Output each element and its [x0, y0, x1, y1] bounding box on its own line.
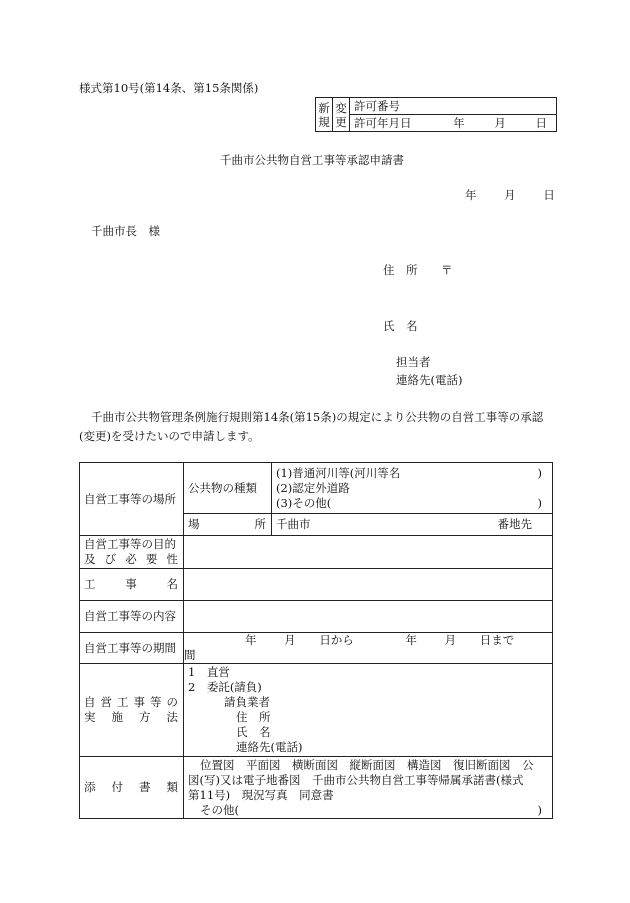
attachments-label: 添付書類 — [84, 780, 178, 794]
applicant-address-label: 住 所 — [383, 263, 418, 277]
contractor-name-label: 氏 名 — [236, 725, 271, 739]
period-to: 日まで — [479, 633, 515, 647]
purpose-value-cell — [184, 536, 553, 569]
place-suffix: 番地先 — [497, 517, 532, 531]
date-day: 日 — [543, 188, 555, 202]
period-year-2: 年 — [405, 633, 417, 647]
permit-year: 年 — [453, 116, 465, 130]
method-contract: 2 委託(請負) — [188, 680, 262, 694]
work-name-label-cell — [80, 569, 184, 601]
content-label-cell — [80, 601, 184, 633]
place-city: 千曲市 — [276, 517, 311, 531]
form-number: 様式第10号(第14条、第15条関係) — [79, 81, 259, 95]
permit-number-cell — [350, 98, 557, 115]
public-type-options-cell — [272, 463, 553, 514]
attachments-value-cell — [184, 757, 553, 819]
purpose-label-1: 自営工事等の目的 — [84, 537, 176, 551]
method-label-cell — [80, 664, 184, 757]
period-value-cell — [184, 633, 553, 664]
location-label-cell — [80, 463, 184, 536]
person-in-charge-label: 担当者 — [396, 355, 431, 369]
attachments-label-cell — [80, 757, 184, 819]
type-option-3: (3)その他( ) — [276, 495, 542, 510]
contractor-label: 請負業者 — [224, 695, 270, 709]
contractor-contact-label: 連絡先(電話) — [236, 740, 303, 754]
method-label-1: 自営工事等の — [84, 695, 178, 709]
change-cell — [333, 98, 350, 132]
addressee: 千曲市長 様 — [91, 224, 160, 238]
purpose-label-cell — [80, 536, 184, 569]
attachments-other: その他( ) — [200, 802, 542, 817]
permit-date-cell — [350, 115, 557, 132]
applicant-name-label: 氏 名 — [383, 319, 418, 333]
content-label: 自営工事等の内容 — [84, 609, 176, 623]
document-title: 千曲市公共物自営工事等承認申請書 — [220, 153, 404, 167]
new-cell — [316, 98, 333, 132]
permit-number-label: 許可番号 — [354, 99, 400, 113]
contractor-address-label: 住 所 — [236, 710, 271, 724]
place-value-cell — [272, 514, 553, 536]
type-option-1: (1)普通河川等(河川等名 ) — [276, 465, 542, 480]
attachments-line-1: 位置図 平面図 横断面図 縦断面図 構造図 復旧断面図 公 — [200, 757, 534, 772]
date-year: 年 — [465, 188, 477, 202]
contact-phone-label: 連絡先(電話) — [396, 373, 463, 387]
application-table — [79, 462, 553, 819]
change-label: 変更 — [335, 100, 347, 129]
method-direct: 1 直営 — [188, 665, 230, 679]
purpose-label-2: 及び必要性 — [84, 552, 178, 566]
work-name-value-cell — [184, 569, 553, 601]
body-text-line-2: (変更)を受けたいので申請します。 — [79, 429, 260, 443]
period-year-1: 年 — [245, 633, 257, 647]
place-label: 場 所 — [188, 517, 266, 531]
period-label-cell — [80, 633, 184, 664]
location-label: 自営工事等の場所 — [84, 491, 176, 506]
permit-stamp-box — [315, 97, 557, 132]
new-label: 新規 — [318, 100, 330, 129]
method-label-2: 実施方法 — [84, 710, 178, 724]
work-name-label: 工 事 名 — [84, 577, 178, 591]
permit-month: 月 — [494, 116, 506, 130]
permit-date-label: 許可年月日 — [354, 116, 412, 130]
date-line — [465, 188, 555, 202]
postal-mark: 〒 — [441, 263, 453, 277]
place-label-cell — [184, 514, 272, 536]
permit-day: 日 — [535, 116, 547, 130]
content-value-cell — [184, 601, 553, 633]
period-from: 日から — [319, 633, 354, 647]
period-duration: 間 — [184, 648, 196, 662]
date-month: 月 — [504, 188, 516, 202]
period-month-2: 月 — [444, 633, 457, 647]
public-type-label: 公共物の種類 — [188, 480, 257, 495]
period-month-1: 月 — [284, 633, 296, 647]
public-type-label-cell — [184, 463, 272, 514]
period-label: 自営工事等の期間 — [84, 640, 176, 655]
method-value-cell — [184, 664, 553, 757]
type-option-2: (2)認定外道路 — [276, 480, 350, 495]
body-text-line-1: 千曲市公共物管理条例施行規則第14条(第15条)の規定により公共物の自営工事等の承認 — [91, 410, 544, 424]
attachments-line-2: 図(写)又は電子地番図 千曲市公共物自営工事等帰属承諾書(様式 — [188, 772, 524, 787]
attachments-line-3: 第11号) 現況写真 同意書 — [188, 787, 334, 802]
